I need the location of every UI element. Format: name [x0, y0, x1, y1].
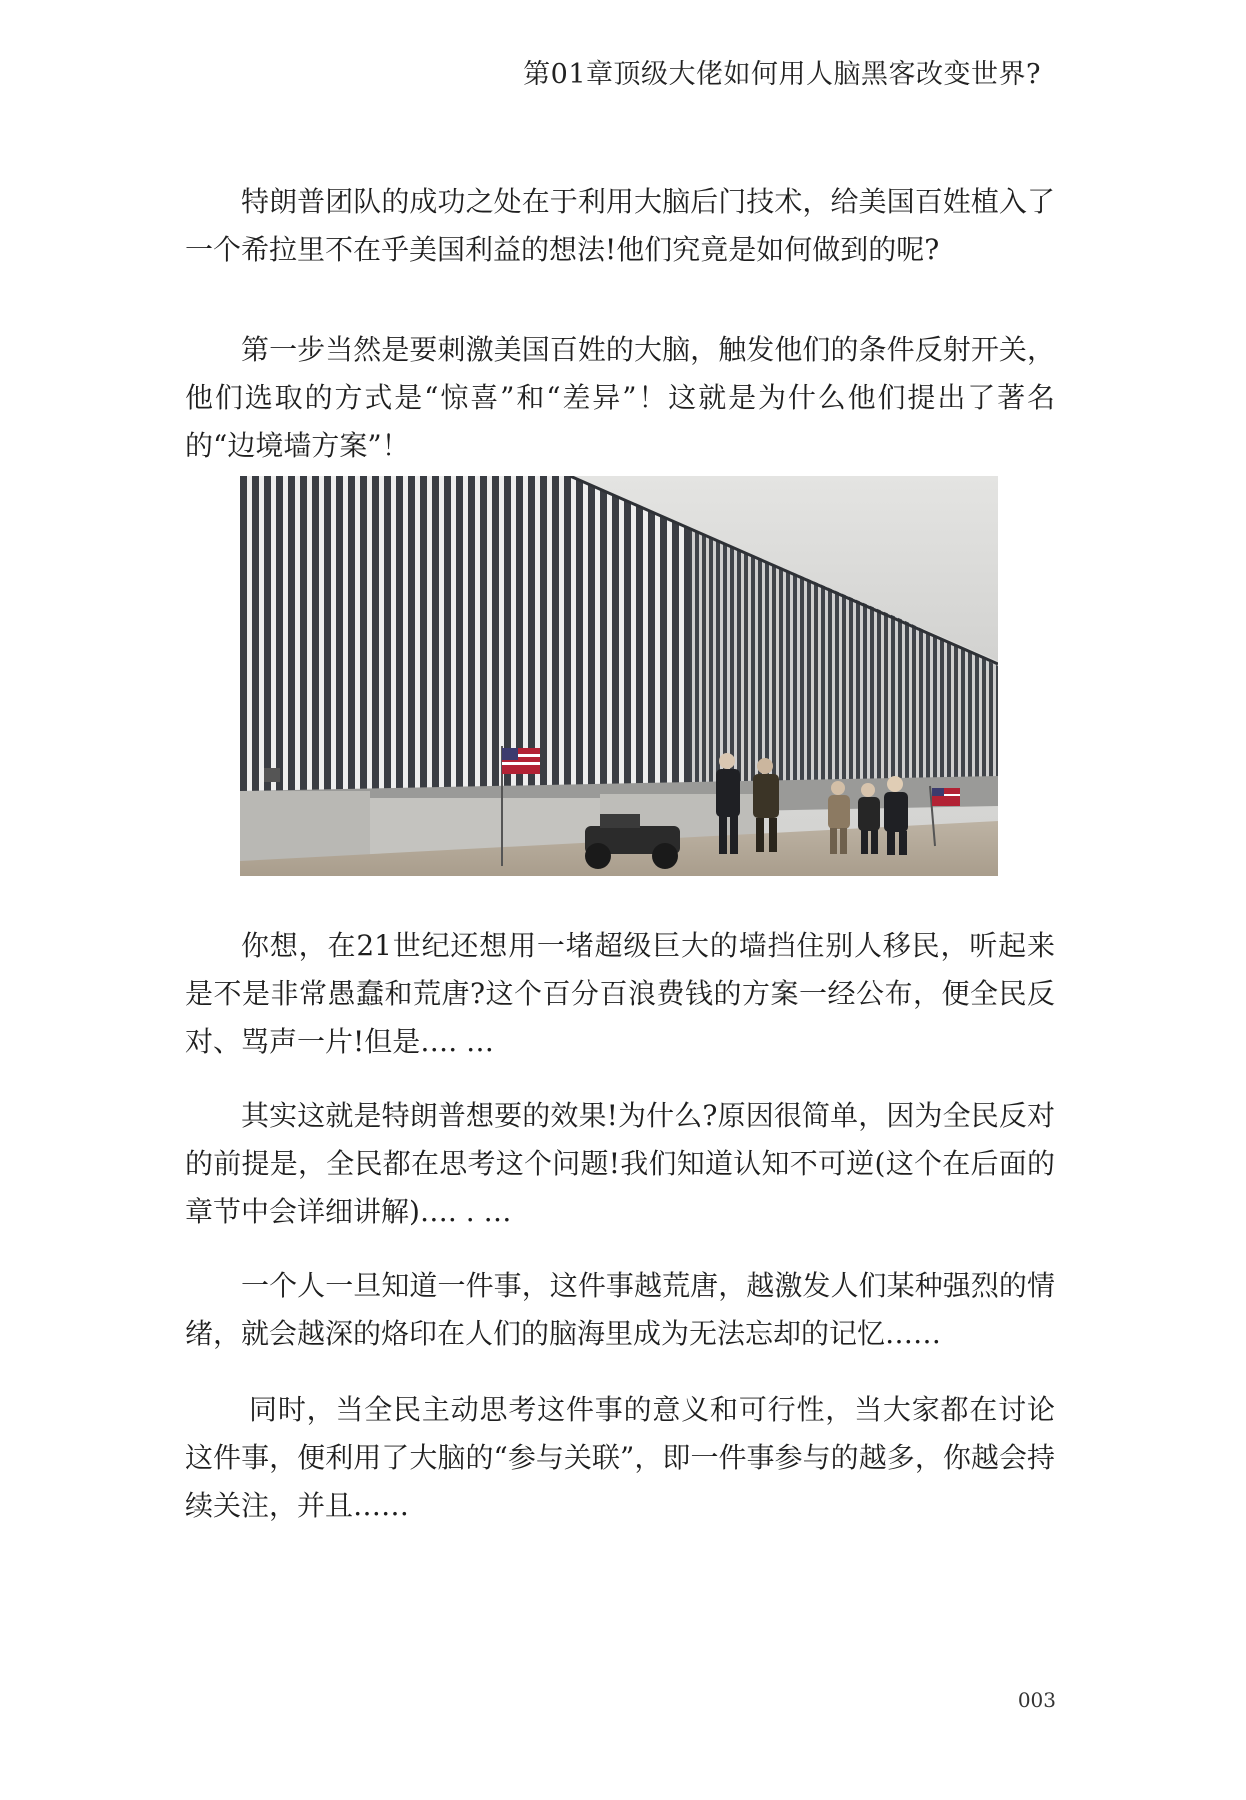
- paragraph-6: 同时，当全民主动思考这件事的意义和可行性，当大家都在讨论这件事，便利用了大脑的“参与关联”，即一件事参与的越多，你越会持续关注，并且……: [185, 1393, 1055, 1522]
- paragraph-5: 一个人一旦知道一件事，这件事越荒唐，越激发人们某种强烈的情绪，就会越深的烙印在人们的脑海里成为无法忘却的记忆……: [185, 1269, 1055, 1350]
- chapter-header-title: 第01章顶级大佬如何用人脑黑客改变世界?: [523, 59, 1041, 90]
- page-number: 003: [1017, 1688, 1056, 1712]
- paragraph-4: 其实这就是特朗普想要的效果!为什么?原因很简单，因为全民反对的前提是，全民都在思考这个问题!我们知道认知不可逆(这个在后面的章节中会详细讲解)…. . …: [185, 1099, 1055, 1228]
- paragraph-3: 你想，在21世纪还想用一堵超级巨大的墙挡住别人移民，听起来是不是非常愚蠢和荒唐?这个百分百浪费钱的方案一经公布，便全民反对、骂声一片!但是…. …: [185, 929, 1055, 1058]
- border-wall-photo: [240, 476, 998, 876]
- paragraph-2: 第一步当然是要刺激美国百姓的大脑，触发他们的条件反射开关，他们选取的方式是“惊喜”和“差异”！这就是为什么他们提出了著名的“边境墙方案”！: [185, 333, 1055, 462]
- photo-illustration: [240, 476, 998, 876]
- paragraph-1: 特朗普团队的成功之处在于利用大脑后门技术，给美国百姓植入了一个希拉里不在乎美国利益的想法!他们究竟是如何做到的呢?: [185, 185, 1055, 266]
